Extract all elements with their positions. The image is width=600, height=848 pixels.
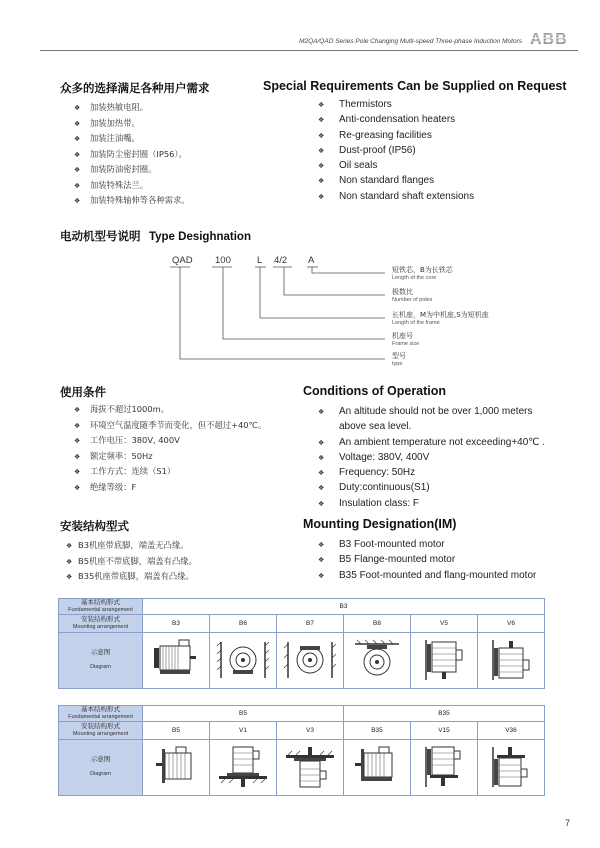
bullet-icon: ❖ xyxy=(74,452,81,461)
mounting-header: 安装结构形式 Mounting arrangement xyxy=(59,615,143,633)
list-item: ❖ 加装热敏电阻。 xyxy=(74,100,190,116)
list-item: ❖ 加装注油嘴。 xyxy=(74,131,190,147)
bullet-icon: ❖ xyxy=(74,421,81,430)
diagram-b7 xyxy=(277,633,344,689)
code-frame: 100 xyxy=(215,255,231,266)
bullet-icon: ❖ xyxy=(74,166,81,174)
label-poles-cn: 极数比 xyxy=(392,288,413,296)
col-v1: V1 xyxy=(210,722,277,740)
diagram-b8 xyxy=(344,633,411,689)
bullet-icon: ❖ xyxy=(318,470,325,478)
list-item: ❖ Re-greasing facilities xyxy=(318,128,474,143)
motor-flange-side-icon xyxy=(146,743,206,791)
diagram-header: 示意图 Diagram xyxy=(59,633,143,689)
header-rule xyxy=(40,50,578,51)
motor-foot-flange-vertical-up-icon xyxy=(481,743,541,791)
page-number: 7 xyxy=(564,818,570,828)
bullet-icon: ❖ xyxy=(74,150,81,159)
special-list-en xyxy=(318,97,474,204)
list-item: ❖ Insulation class: F xyxy=(318,496,545,511)
type-designation-title xyxy=(60,227,251,245)
list-item: ❖ 加装防油密封圈。 xyxy=(74,162,190,178)
label-core xyxy=(392,265,453,281)
bullet-icon: ❖ xyxy=(66,542,73,550)
col-v36: V36 xyxy=(478,722,545,740)
type-designation-diagram xyxy=(160,255,489,375)
label-poles xyxy=(392,287,432,303)
motor-vertical-up-icon xyxy=(481,636,541,684)
mounting-table-b5-b35 xyxy=(58,705,545,796)
motor-flange-vertical-down-icon xyxy=(213,743,273,791)
list-item: ❖ An ambient temperature not exceeding+40℃ . xyxy=(318,435,545,450)
diagram-b3 xyxy=(143,633,210,689)
diagram-v1 xyxy=(210,740,277,796)
list-item: ❖ 额定频率：50Hz xyxy=(74,449,266,465)
col-v6: V6 xyxy=(478,615,545,633)
list-item: ❖ 加装加热带。 xyxy=(74,116,190,132)
label-core-cn: 短铁芯，B为长铁芯 xyxy=(392,266,453,274)
code-poles: 4/2 xyxy=(274,255,288,266)
label-type-en: type xyxy=(392,361,403,367)
bullet-icon: ❖ xyxy=(318,439,325,447)
mounting-list-cn xyxy=(66,538,197,585)
mounting-header: 安装结构形式 Mounting arrangement xyxy=(59,722,143,740)
col-v5: V5 xyxy=(411,615,478,633)
series-title: M2QA/QAD Series Pole Changing Multi-speed Three-phase Induction Motors xyxy=(299,38,522,45)
bullet-icon: ❖ xyxy=(66,573,73,581)
list-item: ❖ An altitude should not be over 1,000 meters xyxy=(318,404,545,419)
bullet-icon: ❖ xyxy=(74,135,81,143)
list-item: ❖ 海拔不超过1000m。 xyxy=(74,402,266,418)
motor-foot-flange-vertical-down-icon xyxy=(414,743,474,791)
label-frame-length xyxy=(392,310,489,326)
code-core: A xyxy=(308,255,315,266)
label-type-cn: 型号 xyxy=(392,352,406,360)
svg-text:ABB: ABB xyxy=(530,31,568,47)
mounting-title-cn: 安装结构型式 xyxy=(60,519,129,533)
label-frame-length-en: Length of the frame xyxy=(392,320,440,326)
col-b3: B3 xyxy=(143,615,210,633)
list-item: ❖ 加装特殊法兰。 xyxy=(74,178,190,194)
group-b35: B35 xyxy=(344,706,545,722)
conditions-list-en xyxy=(318,404,545,511)
bullet-icon: ❖ xyxy=(318,454,325,462)
diagram-v15 xyxy=(411,740,478,796)
list-item: ❖ B35 Foot-mounted and flang-mounted motor xyxy=(318,568,536,583)
label-frame-size-cn: 机座号 xyxy=(392,332,413,340)
label-frame-size-en: Frame size xyxy=(392,341,420,347)
bullet-icon: ❖ xyxy=(318,485,325,493)
diagram-header: 示意图 Diagram xyxy=(59,740,143,796)
motor-ceiling-mount-icon xyxy=(347,636,407,684)
diagram-v3 xyxy=(277,740,344,796)
bullet-icon: ❖ xyxy=(318,193,325,201)
bullet-icon: ❖ xyxy=(74,483,81,492)
col-b35: B35 xyxy=(344,722,411,740)
bullet-icon: ❖ xyxy=(318,572,325,580)
conditions-title-cn: 使用条件 xyxy=(60,385,106,399)
special-title-cn: 众多的选择满足各种用户需求 xyxy=(60,81,210,95)
type-designation-title-cn: 电动机型号说明 xyxy=(60,229,141,243)
abb-logo xyxy=(528,29,578,47)
bullet-icon: ❖ xyxy=(318,163,325,171)
bullet-icon: ❖ xyxy=(318,102,325,109)
motor-wall-mount-icon xyxy=(280,636,340,684)
list-item: ❖ B5 Flange-mounted motor xyxy=(318,552,536,567)
bullet-icon: ❖ xyxy=(74,406,81,414)
motor-vertical-down-icon xyxy=(414,636,474,684)
bullet-icon: ❖ xyxy=(74,197,81,205)
bullet-icon: ❖ xyxy=(318,178,325,186)
motor-foot-side-icon xyxy=(146,636,206,684)
list-item: ❖ Dust-proof (IP56) xyxy=(318,143,474,158)
special-title-en: Special Requirements Can be Supplied on Request xyxy=(263,79,567,93)
list-item: ❖ Voltage: 380V, 400V xyxy=(318,450,545,465)
type-designation-title-en: Type Desighnation xyxy=(148,231,251,243)
list-item: ❖ B5机座不带底脚，端盖有凸缘。 xyxy=(66,554,197,570)
diagram-b5 xyxy=(143,740,210,796)
conditions-list-cn xyxy=(74,402,266,495)
col-b7: B7 xyxy=(277,615,344,633)
mounting-table-b3 xyxy=(58,598,545,689)
diagram-v6 xyxy=(478,633,545,689)
bullet-icon: ❖ xyxy=(318,147,325,155)
bullet-icon: ❖ xyxy=(74,104,81,112)
bullet-icon: ❖ xyxy=(74,119,81,128)
bullet-icon: ❖ xyxy=(318,500,325,508)
diagram-b35 xyxy=(344,740,411,796)
list-item: ❖ 工作电压：380V, 400V xyxy=(74,433,266,449)
motor-flange-vertical-up-icon xyxy=(280,743,340,791)
list-item: ❖ 加装防尘密封圈（IP56）。 xyxy=(74,147,190,163)
list-item: ❖ Anti-condensation heaters xyxy=(318,112,474,127)
list-item: ❖ B35机座带底脚，端盖有凸缘。 xyxy=(66,569,197,585)
conditions-title-en: Conditions of Operation xyxy=(303,384,447,398)
bullet-icon: ❖ xyxy=(318,542,325,549)
diagram-v5 xyxy=(411,633,478,689)
diagram-v36 xyxy=(478,740,545,796)
group-b5: B5 xyxy=(143,706,344,722)
list-item: above sea level. xyxy=(339,421,412,433)
bullet-icon: ❖ xyxy=(318,132,325,140)
col-b5: B5 xyxy=(143,722,210,740)
label-poles-en: Number of poles xyxy=(392,297,433,303)
list-item: ❖ 绝缘等级：F xyxy=(74,480,266,496)
motor-wall-mount-icon xyxy=(213,636,273,684)
col-b6: B6 xyxy=(210,615,277,633)
col-v15: V15 xyxy=(411,722,478,740)
col-b8: B8 xyxy=(344,615,411,633)
special-list-cn xyxy=(74,100,190,209)
diagram-b6 xyxy=(210,633,277,689)
bullet-icon: ❖ xyxy=(318,117,325,125)
list-item: ❖ B3 Foot-mounted motor xyxy=(318,537,536,552)
bullet-icon: ❖ xyxy=(66,557,73,566)
list-item: ❖ Non standard flanges xyxy=(318,173,474,188)
list-item: ❖ 工作方式：连续（S1） xyxy=(74,464,266,480)
bullet-icon: ❖ xyxy=(74,181,81,190)
label-frame-size xyxy=(392,331,419,347)
bullet-icon: ❖ xyxy=(318,557,325,565)
label-frame-length-cn: 长机座，M为中机座,S为短机座 xyxy=(392,311,489,319)
list-item: ❖ B3机座带底脚，端盖无凸缘。 xyxy=(66,538,197,554)
list-item: ❖ Thermistors xyxy=(318,97,474,112)
mounting-list-en xyxy=(318,537,536,583)
fundamental-header: 基本结构形式 Fundamental arrangement xyxy=(59,706,143,722)
list-item: ❖ 加装特殊轴伸等各种需求。 xyxy=(74,193,190,209)
label-core-en: Length of the core xyxy=(392,275,437,281)
code-frame-length: L xyxy=(257,255,263,266)
list-item: ❖ Duty:continuous(S1) xyxy=(318,480,545,495)
list-item: ❖ Frequency: 50Hz xyxy=(318,465,545,480)
code-type: QAD xyxy=(172,255,193,266)
label-type xyxy=(392,351,406,367)
mounting-title-en: Mounting Designation(IM) xyxy=(303,517,457,531)
list-item: ❖ Non standard shaft extensions xyxy=(318,189,474,204)
bullet-icon: ❖ xyxy=(318,409,325,416)
motor-foot-flange-side-icon xyxy=(347,743,407,791)
bullet-icon: ❖ xyxy=(74,437,81,445)
group-b3: B3 xyxy=(143,599,545,615)
list-item: ❖ Oil seals xyxy=(318,158,474,173)
fundamental-header: 基本结构形式 Fundamental arrangement xyxy=(59,599,143,615)
list-item: ❖ 环境空气温度随季节而变化，但不超过+40℃。 xyxy=(74,418,266,434)
bullet-icon: ❖ xyxy=(74,468,81,476)
col-v3: V3 xyxy=(277,722,344,740)
